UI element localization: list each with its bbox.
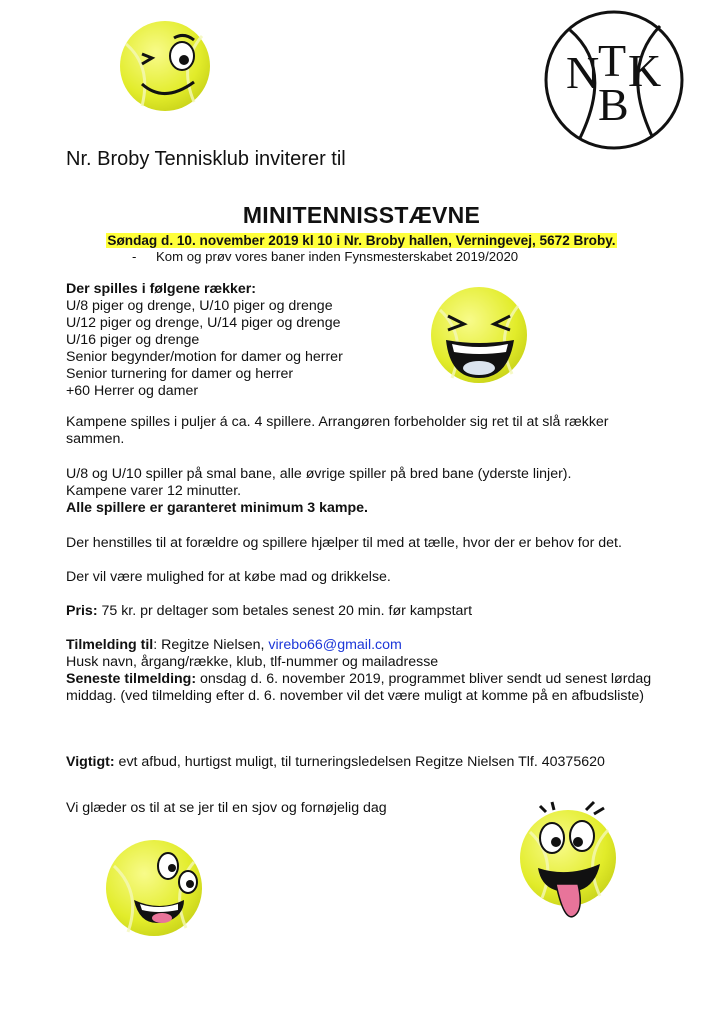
- winking-ball-icon: [112, 14, 218, 116]
- parents-paragraph: Der henstilles til at forældre og spillere hjælper til med at tælle, hvor der er behov for det.: [66, 535, 622, 551]
- page-title: MINITENNISSTÆVNE: [242, 202, 481, 228]
- list-item: Senior turnering for damer og herrer: [66, 366, 294, 382]
- important-label: Vigtigt:: [66, 754, 115, 770]
- registration-note: Husk navn, årgang/række, klub, tlf-nummer og mailadresse: [66, 654, 439, 670]
- list-item: U/12 piger og drenge, U/14 piger og drenge: [66, 315, 341, 331]
- registration-label: Tilmelding til: [66, 637, 154, 653]
- logo-letter-k: K: [628, 45, 662, 96]
- food-paragraph: Der vil være mulighed for at købe mad og drikkelse.: [66, 569, 391, 585]
- logo-letter-n: N: [566, 47, 600, 98]
- list-item: Senior begynder/motion for damer og herrer: [66, 349, 343, 365]
- rows-section: [66, 281, 343, 400]
- bane-paragraph: [66, 466, 571, 517]
- deadline-paragraph: [66, 671, 666, 705]
- event-highlight: [0, 232, 723, 250]
- list-item: U/8 piger og drenge, U/10 piger og drenge: [66, 298, 333, 314]
- rows-heading: Der spilles i følgene rækker:: [66, 281, 257, 297]
- club-logo: [540, 8, 688, 152]
- closing-text: Vi glæder os til at se jer til en sjov og fornøjelig dag: [66, 800, 387, 816]
- logo-letter-b: B: [598, 79, 629, 130]
- silly-ball-icon: [100, 836, 208, 940]
- email-link[interactable]: virebo66@gmail.com: [268, 637, 402, 653]
- varighed-line: Kampene varer 12 minutter.: [66, 483, 242, 499]
- deadline-text: onsdag d. 6. november 2019, programmet bliver sendt ud senest lørdag middag. (ved tilmelding efter d. 6. november vil det være muligt at komme på en afbudsliste): [66, 671, 652, 704]
- puljer-paragraph: Kampene spilles i puljer á ca. 4 spillere. Arrangøren forbeholder sig ret til at slå rækker sammen.: [66, 414, 609, 447]
- registration-line: [66, 637, 666, 654]
- laughing-ball-icon: [424, 282, 534, 388]
- event-highlight-text: Søndag d. 10. november 2019 kl 10 i Nr. Broby hallen, Verningevej, 5672 Broby.: [107, 233, 616, 248]
- bullet-text: Kom og prøv vores baner inden Fynsmesterskabet 2019/2020: [156, 249, 519, 264]
- bane-line: U/8 og U/10 spiller på smal bane, alle øvrige spiller på bred bane (yderste linjer).: [66, 466, 572, 482]
- registration-text: : Regitze Nielsen,: [153, 637, 269, 653]
- price-label: Pris:: [66, 603, 98, 619]
- bullet-dash: -: [132, 249, 137, 264]
- list-item: +60 Herrer og damer: [66, 383, 199, 399]
- tongue-ball-icon: [512, 798, 624, 926]
- registration-section: [66, 637, 666, 705]
- garanti-line: Alle spillere er garanteret minimum 3 kampe.: [66, 500, 368, 516]
- important-line: [66, 754, 605, 771]
- logo-letter-t: T: [598, 35, 627, 86]
- list-item: U/16 piger og drenge: [66, 332, 200, 348]
- intro-text: Nr. Broby Tennisklub inviterer til: [66, 148, 346, 170]
- price-text: 75 kr. pr deltager som betales senest 20 min. før kampstart: [97, 603, 473, 619]
- price-line: [66, 603, 472, 620]
- important-text: evt afbud, hurtigst muligt, til turneringsledelsen Regitze Nielsen Tlf. 40375620: [114, 754, 605, 770]
- bullet-line: [132, 249, 518, 264]
- deadline-label: Seneste tilmelding:: [66, 671, 197, 687]
